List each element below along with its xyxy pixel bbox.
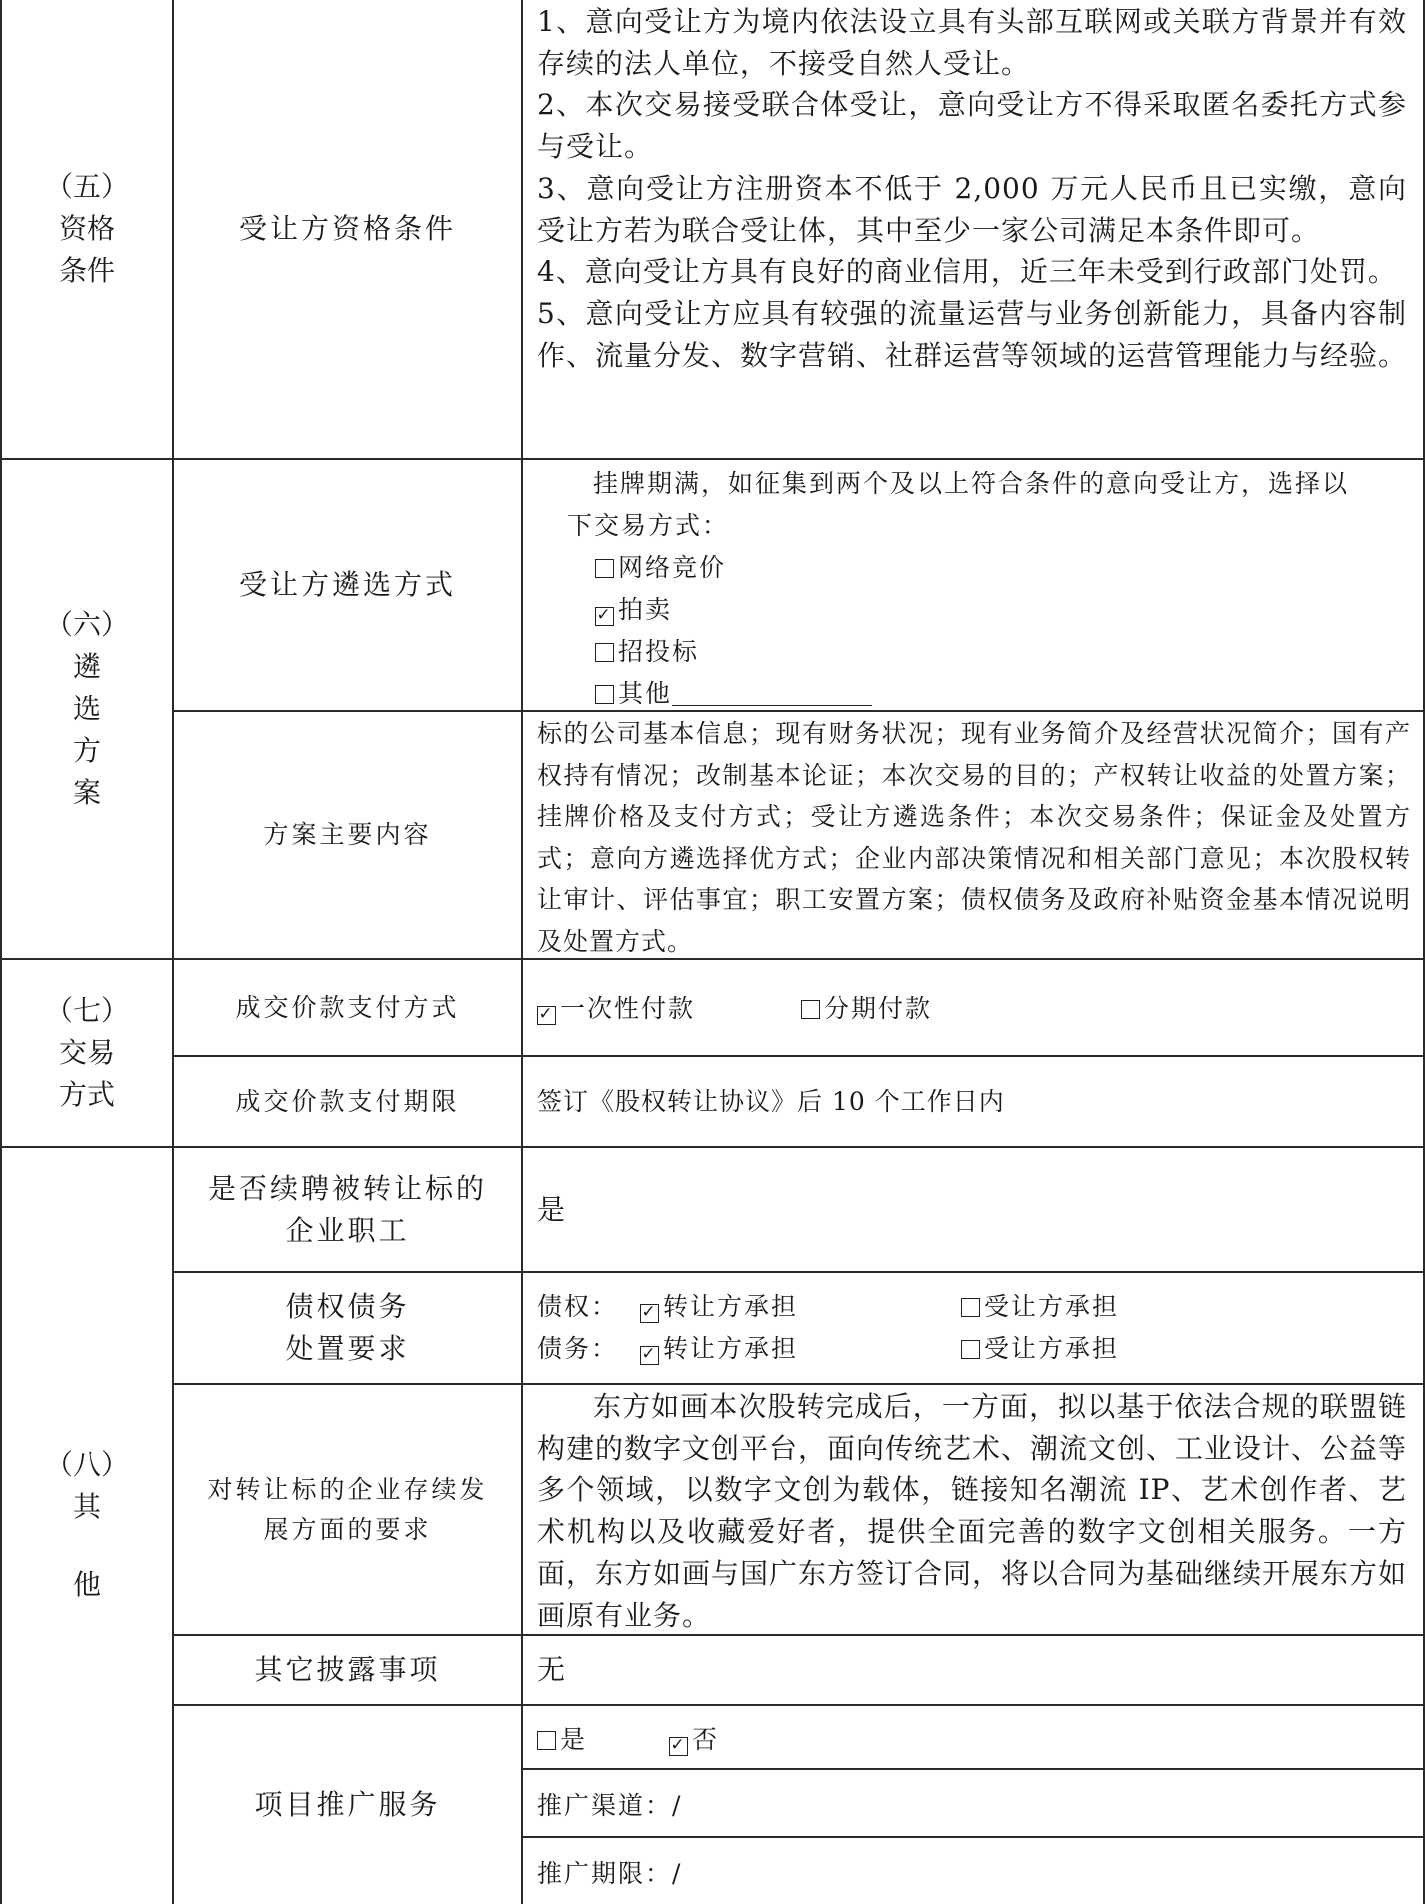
- section-5-heading: [2, 0, 172, 458]
- payment-option-installment[interactable]: [801, 989, 932, 1025]
- checkbox-empty-icon[interactable]: [961, 1340, 980, 1359]
- rehire-label-line: 是否续聘被转让标的: [207, 1171, 487, 1205]
- creditor-option-transferor[interactable]: [640, 1287, 798, 1323]
- debtor-option-transferor[interactable]: [640, 1329, 798, 1365]
- debt-label-line: 债权债务: [285, 1290, 410, 1323]
- other-blank-field[interactable]: [672, 677, 872, 706]
- payment-term-label: 成交价款支付期限: [235, 1086, 460, 1116]
- payment-term-cell: [523, 1057, 1423, 1146]
- section-7-heading-line: 方式: [58, 1078, 115, 1111]
- creditor-option-transferee[interactable]: [961, 1287, 1119, 1323]
- selection-option-tender[interactable]: [595, 632, 699, 668]
- section-6-heading-line: （六）: [44, 608, 129, 641]
- section-5-heading-line: 条件: [58, 254, 115, 287]
- qualification-item: 3、意向受让方注册资本不低于 2,000 万元人民币且已实缴，意向受让方若为联合受让体，其中至少一家公司满足本条件即可。: [537, 171, 1407, 247]
- payment-method-label: 成交价款支付方式: [235, 992, 460, 1022]
- rehire-value: 是: [537, 1193, 568, 1226]
- promotion-option-yes[interactable]: [537, 1720, 587, 1756]
- qualification-item: 1、意向受让方为境内依法设立具有头部互联网或关联方背景并有效存续的法人单位，不接受自然人受让。: [537, 5, 1407, 80]
- checkbox-checked-icon[interactable]: ✓: [596, 605, 613, 625]
- selection-option-online-bidding[interactable]: [595, 548, 726, 584]
- option-label: 拍卖: [618, 595, 673, 624]
- option-label: 招投标: [618, 637, 700, 666]
- selection-intro: 挂牌期满，如征集到两个及以上符合条件的意向受让方，选择以: [593, 469, 1350, 498]
- other-disclosure-cell: [523, 1636, 1423, 1704]
- option-label: 转让方承担: [663, 1292, 799, 1321]
- qualification-item: 4、意向受让方具有良好的商业信用，近三年未受到行政部门处罚。: [537, 255, 1397, 289]
- payment-term-value: 签订《股权转让协议》后 10 个工作日内: [537, 1087, 1005, 1116]
- other-disclosure-value: 无: [537, 1653, 568, 1686]
- checkbox-empty-icon[interactable]: [961, 1298, 980, 1317]
- promotion-channel: 推广渠道：/: [537, 1791, 683, 1820]
- option-label: 其他: [618, 679, 673, 708]
- checkbox-checked-icon[interactable]: ✓: [641, 1344, 658, 1364]
- checkbox-empty-icon[interactable]: [801, 1000, 820, 1019]
- section-7-heading: [2, 960, 172, 1146]
- debt-label: [174, 1273, 521, 1383]
- debtor-option-transferee[interactable]: [961, 1329, 1119, 1365]
- checkbox-empty-icon[interactable]: [595, 685, 614, 704]
- section-7-heading-line: 交易: [58, 1036, 115, 1069]
- plan-content-label: 方案主要内容: [263, 820, 432, 849]
- option-label: 分期付款: [824, 994, 933, 1023]
- section-8-heading: [2, 1148, 172, 1902]
- rehire-label: [174, 1148, 521, 1271]
- section-5-heading-line: 资格: [58, 212, 115, 245]
- checkbox-empty-icon[interactable]: [595, 559, 614, 578]
- debt-label-line: 处置要求: [285, 1332, 410, 1365]
- qualification-conditions: [537, 1, 1423, 376]
- section-8-heading-line: 其: [72, 1490, 101, 1523]
- qualification-label: 受让方资格条件: [238, 212, 456, 245]
- section-6-heading-line: 方: [72, 734, 101, 767]
- option-label: 是: [560, 1725, 588, 1754]
- section-6-heading-line: 遴: [72, 650, 101, 683]
- checkbox-checked-icon[interactable]: ✓: [670, 1735, 687, 1755]
- qualification-item: 2、本次交易接受联合体受让，意向受让方不得采取匿名委托方式参与受让。: [537, 88, 1407, 164]
- promotion-option-no[interactable]: [669, 1720, 719, 1756]
- section-8-heading-line: 他: [72, 1568, 101, 1601]
- table-divider-col2: [521, 0, 523, 1904]
- debtor-row-label: 债务：: [537, 1334, 619, 1363]
- section-5-heading-line: （五）: [44, 170, 129, 203]
- section-6-heading-line: 选: [72, 692, 101, 725]
- qualification-item: 5、意向受让方应具有较强的流量运营与业务创新能力，具备内容制作、流量分发、数字营销、社群运营等领域的运营管理能力与经验。: [537, 296, 1408, 372]
- checkbox-checked-icon[interactable]: ✓: [641, 1302, 658, 1322]
- development-label-line: 展方面的要求: [263, 1514, 432, 1544]
- option-label: 否: [692, 1725, 720, 1754]
- rehire-cell: [523, 1148, 1423, 1271]
- payment-option-lump-sum[interactable]: [537, 989, 695, 1025]
- checkbox-empty-icon[interactable]: [537, 1731, 556, 1750]
- selection-intro: 下交易方式：: [567, 511, 730, 540]
- plan-content-text: 标的公司基本信息；现有财务状况；现有业务简介及经营状况简介；国有产权持有情况；改制基本论证；本次交易的目的；产权转让收益的处置方案；挂牌价格及支付方式；受让方遴选条件；本次交易条件；保证金及处置方式；意向方遴选择优方式；企业内部决策情况和相关部门意见；本次股权转让审计、评估事宜；职工安置方案；债权债务及政府补贴资金基本情况说明及处置方式。: [537, 719, 1411, 956]
- payment-method-cell: [523, 960, 1423, 1055]
- promotion-period: 推广期限：/: [537, 1859, 683, 1888]
- option-label: 一次性付款: [560, 994, 696, 1023]
- development-label: [174, 1385, 521, 1634]
- selection-method-label: 受让方遴选方式: [238, 568, 456, 601]
- option-label: 受让方承担: [984, 1334, 1120, 1363]
- option-label: 受让方承担: [984, 1292, 1120, 1321]
- section-8-heading-line: （八）: [44, 1448, 129, 1481]
- creditor-row-label: 债权：: [537, 1292, 619, 1321]
- debt-cell: [523, 1273, 1423, 1383]
- other-disclosure-label: 其它披露事项: [254, 1653, 441, 1686]
- development-label-line: 对转让标的企业存续发: [207, 1474, 488, 1504]
- rehire-label-line: 企业职工: [285, 1213, 410, 1247]
- option-label: 网络竞价: [618, 553, 727, 582]
- development-paragraph: 东方如画本次股转完成后，一方面，拟以基于依法合规的联盟链构建的数字文创平台，面向传统艺术、潮流文创、工业设计、公益等多个领域，以数字文创为载体，链接知名潮流 IP、艺术创作者、艺术机构以及收藏爱好者，提供全面完善的数字文创相关服务。一方面，东方如画与国广东方签订合同，将以合同为基础继续开展东方如画原有业务。: [537, 1390, 1408, 1632]
- promotion-label: 项目推广服务: [254, 1788, 441, 1821]
- promotion-cell: [523, 1706, 1423, 1904]
- selection-method-cell: [523, 460, 1423, 710]
- option-label: 转让方承担: [663, 1334, 799, 1363]
- section-6-heading: [2, 460, 172, 958]
- selection-option-auction[interactable]: [595, 590, 672, 626]
- section-6-heading-line: 案: [72, 776, 101, 809]
- section-7-heading-line: （七）: [44, 994, 129, 1027]
- checkbox-empty-icon[interactable]: [595, 643, 614, 662]
- selection-option-other[interactable]: [595, 674, 872, 710]
- development-text: [537, 1386, 1423, 1636]
- checkbox-checked-icon[interactable]: ✓: [538, 1004, 555, 1024]
